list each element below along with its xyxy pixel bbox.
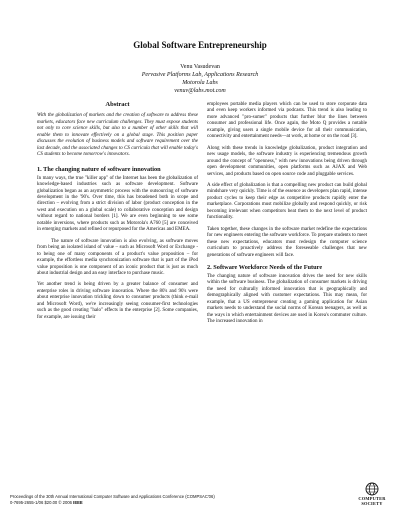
logo-text-line-2: SOCIETY xyxy=(361,501,383,506)
abstract-heading: Abstract xyxy=(105,101,130,108)
right-column xyxy=(207,102,367,331)
author-email[interactable]: venuv@labs.mot.com xyxy=(174,88,226,94)
abstract-text: With the globalization of markets and the creation of software to address these markets, educators face new curriculum challenges. They must expose students not only to core science skills, but also to a number of other skills that will enable them to innovate effectively on a global stage. This position paper discusses the evolution of business models and software requirement over the last decade, and the associated changes to CS curricula that will enable today's CS students to become tomorrow's innovators. xyxy=(37,113,198,158)
author-organization: Motorola Labs xyxy=(182,80,218,86)
left-column xyxy=(37,102,198,326)
author-name: Venu Vasudevan xyxy=(180,64,220,70)
isbn-line: 0-7695-2655-1/06 $20.00 © 2006 xyxy=(10,500,72,505)
section-1-paragraph-1: In many ways, the true "killer app" of the Internet has been the globalization of knowledge-based industries such as software development. Software globalization began as an asymmetric process with the outsourcing of software development in the '90's. Over time, this has broadened both in scope and direction – evolving from a strict division of labor (product conception in the west and execution on a global scale) to collaborative conception and design without regard to national borders [1]. We are even beginning to see some notable inversions, where products such as Motorola's A760 [5] are conceived in emerging markets and refined or repurposed for the Americas and EMEA. xyxy=(37,175,198,233)
paper-title: Global Software Entrepreneurship xyxy=(133,40,267,50)
section-1-paragraph-5: Along with these trends in knowledge globalization, product integration and new usage models, the software industry is experiencing tremendous growth around the concept of "openness," with new innovations being driven through open development communities, open platforms such as AJAX and Web services, and products based on open source code and pluggable services. xyxy=(207,145,367,177)
section-1-paragraph-2: The nature of software innovation is also evolving, as software moves from being an isolated island of value – such as Microsoft Word or Exchange - to being one of many components of a product's value proposition – for example, the effortless media synchronization software that is part of the iPod value proposition is one component of an iconic product that is just as much about industrial design and an easy interface to purchase music. xyxy=(37,238,198,276)
section-1-paragraph-3: Yet another trend is being driven by a greater balance of consumer and enterprise roles in driving software innovation. Where the 80's and 90's were about enterprise innovation trickling down to consumer products (think e-mail and Microsoft Word), we're increasingly seeing consumer-first technologies such as the good creating "halo" effects in the enterprise [2]. Some companies, for example, are issuing their xyxy=(37,282,198,320)
page-footer xyxy=(10,494,310,506)
ieee-mark: IEEE xyxy=(73,500,83,505)
section-1-paragraph-4: employees portable media players which can be used to store corporate data and even keep workers informed via podcasts. This trend is also leading to more advanced "pro-sumer" products that further blur the lines between consumer and professional life. Once again, the Moto Q provides a notable example, giving users a single mobile device for all their communication, connectivity and entertainment needs—at work, at home or on the road [3]. xyxy=(207,102,367,140)
globe-icon xyxy=(365,482,379,496)
computer-society-logo xyxy=(352,482,392,512)
section-1-paragraph-6: A side effect of globalization is that a compelling new product can build global mindshare very quickly. Time is of the essence as developers plan rapid, intense product cycles to keep their edge as competitive products rapidly enter the marketplace. Corporations must mobilize globally and respond quickly, or risk becoming irrelevant when competitors beat them to the next level of product functionality. xyxy=(207,182,367,221)
proceedings-citation: Proceedings of the 30th Annual International Computer Software and Applications Conference (COMPSAC'06) xyxy=(10,494,215,499)
section-2-paragraph-1: The changing nature of software innovation drives the need for new skills within the software business. The globalization of consumer markets is driving the need for culturally informed innovation that is geographically and demographically aligned with customer expectations. This may mean, for example, that a US entrepreneur creating a gaming application for Asian markets needs to understand the social norms of Korean teenagers, as well as the ways in which entertainment devices are used in Korea's commuter culture. The increased innovation in xyxy=(207,273,367,325)
logo-text-line-1: COMPUTER xyxy=(358,496,386,501)
author-affiliation: Pervasive Platforms Lab, Applications Research xyxy=(141,72,259,78)
author-block xyxy=(0,63,400,95)
section-1-paragraph-7: Taken together, these changes in the software market redefine the expectations for new engineers entering the software workforce. To prepare students to meet these new expectations, educators must redesign the computer science curriculum to proactively address the foreseeable challenges that new generations of software engineers will face. xyxy=(207,226,367,258)
section-1-heading: 1. The changing nature of software innovation xyxy=(37,165,161,173)
section-2-heading: 2. Software Workforce Needs of the Future xyxy=(207,263,323,271)
